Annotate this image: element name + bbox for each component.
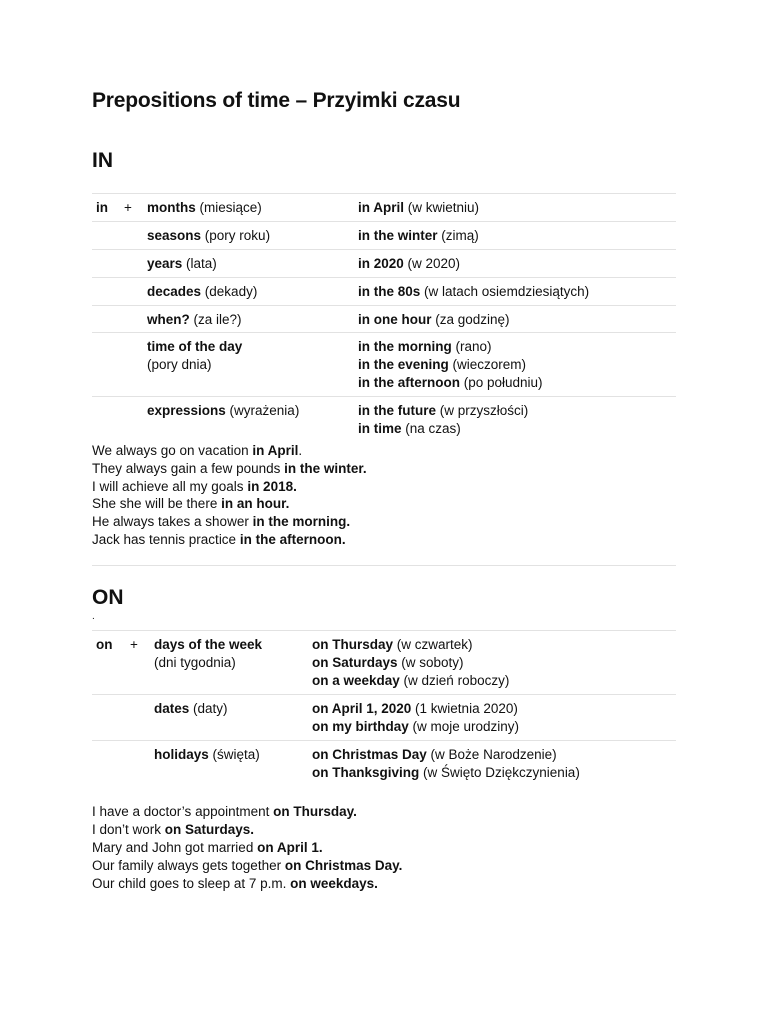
example-translation: (w 2020) xyxy=(403,256,461,271)
plus-sign: + xyxy=(130,637,138,652)
example-sentence: Mary and John got married on April 1. xyxy=(92,840,323,855)
example-phrase: in one hour xyxy=(358,312,432,327)
example-sentence: I will achieve all my goals in 2018. xyxy=(92,479,297,494)
category-name: days of the week xyxy=(154,637,263,652)
section-heading-in: IN xyxy=(92,149,113,172)
preposition-label: in xyxy=(96,200,108,215)
table-rule xyxy=(92,630,676,631)
table-rule xyxy=(92,740,676,741)
category-name: time of the day xyxy=(147,339,243,354)
example-phrase: in April xyxy=(358,200,404,215)
example-translation: (w kwietniu) xyxy=(404,200,480,215)
example-phrase: in the evening xyxy=(358,357,449,372)
example-translation: (w latach osiemdziesiątych) xyxy=(420,284,590,299)
category-translation: (miesiące) xyxy=(195,200,262,215)
plus-sign: + xyxy=(124,200,132,215)
example-phrase: in the afternoon xyxy=(358,375,460,390)
table-rule xyxy=(92,332,676,333)
example-translation: (w czwartek) xyxy=(393,637,473,652)
category-name: decades xyxy=(147,284,202,299)
table-rule xyxy=(92,305,676,306)
category-name: holidays xyxy=(154,747,209,762)
example-phrase: in the morning xyxy=(358,339,452,354)
example-translation: (zimą) xyxy=(437,228,479,243)
example-sentence: He always takes a shower in the morning. xyxy=(92,514,351,529)
table-rule xyxy=(92,396,676,397)
category-name: when? xyxy=(147,312,190,327)
category-name: expressions xyxy=(147,403,226,418)
table-rule xyxy=(92,694,676,695)
example-sentence: Our child goes to sleep at 7 p.m. on weekdays. xyxy=(92,876,378,891)
example-translation: (w Boże Narodzenie) xyxy=(426,747,557,762)
page-title: Prepositions of time – Przyimki czasu xyxy=(92,89,461,112)
example-sentence: I don’t work on Saturdays. xyxy=(92,822,255,837)
example-translation: (na czas) xyxy=(401,421,461,436)
category-translation: (dekady) xyxy=(201,284,258,299)
example-translation: (w Święto Dziękczynienia) xyxy=(419,765,580,780)
category-name: seasons xyxy=(147,228,202,243)
example-phrase: on Thursday xyxy=(312,637,394,652)
example-phrase: in the winter xyxy=(358,228,438,243)
example-sentence: I have a doctor’s appointment on Thursday. xyxy=(92,804,357,819)
example-translation: (1 kwietnia 2020) xyxy=(411,701,518,716)
example-phrase: in 2020 xyxy=(358,256,404,271)
example-translation: (w moje urodziny) xyxy=(408,719,520,734)
example-phrase: on my birthday xyxy=(312,719,409,734)
category-translation: (lata) xyxy=(182,256,217,271)
example-phrase: on a weekday xyxy=(312,673,400,688)
example-phrase: in time xyxy=(358,421,402,436)
category-translation: (za ile?) xyxy=(189,312,242,327)
preposition-label: on xyxy=(96,637,113,652)
table-rule xyxy=(92,193,676,194)
category-translation: (pory roku) xyxy=(201,228,271,243)
example-phrase: on Thanksgiving xyxy=(312,765,420,780)
category-translation: (daty) xyxy=(189,701,228,716)
example-sentence: We always go on vacation in April. xyxy=(92,443,303,458)
category-translation: (wyrażenia) xyxy=(225,403,300,418)
example-phrase: on Christmas Day xyxy=(312,747,427,762)
example-phrase: on April 1, 2020 xyxy=(312,701,412,716)
category-translation: (dni tygodnia) xyxy=(154,655,236,670)
category-name: months xyxy=(147,200,196,215)
example-translation: (wieczorem) xyxy=(448,357,527,372)
example-sentence: Jack has tennis practice in the afternoon. xyxy=(92,532,346,547)
table-rule xyxy=(92,249,676,250)
example-translation: (w soboty) xyxy=(397,655,464,670)
example-phrase: in the future xyxy=(358,403,436,418)
category-translation: (pory dnia) xyxy=(147,357,212,372)
example-sentence: They always gain a few pounds in the winter. xyxy=(92,461,367,476)
example-sentence: Our family always gets together on Christmas Day. xyxy=(92,858,403,873)
section-heading-on: ON xyxy=(92,586,124,609)
example-sentence: She she will be there in an hour. xyxy=(92,496,290,511)
example-phrase: on Saturdays xyxy=(312,655,398,670)
example-translation: (po południu) xyxy=(460,375,543,390)
example-translation: (za godzinę) xyxy=(431,312,510,327)
category-translation: (święta) xyxy=(208,747,260,762)
table-rule xyxy=(92,277,676,278)
category-name: dates xyxy=(154,701,190,716)
category-name: years xyxy=(147,256,183,271)
section-divider xyxy=(92,565,676,566)
example-translation: (rano) xyxy=(451,339,492,354)
example-translation: (w przyszłości) xyxy=(436,403,529,418)
stray-dot: . xyxy=(92,611,95,622)
example-phrase: in the 80s xyxy=(358,284,421,299)
example-translation: (w dzień roboczy) xyxy=(399,673,510,688)
table-rule xyxy=(92,221,676,222)
